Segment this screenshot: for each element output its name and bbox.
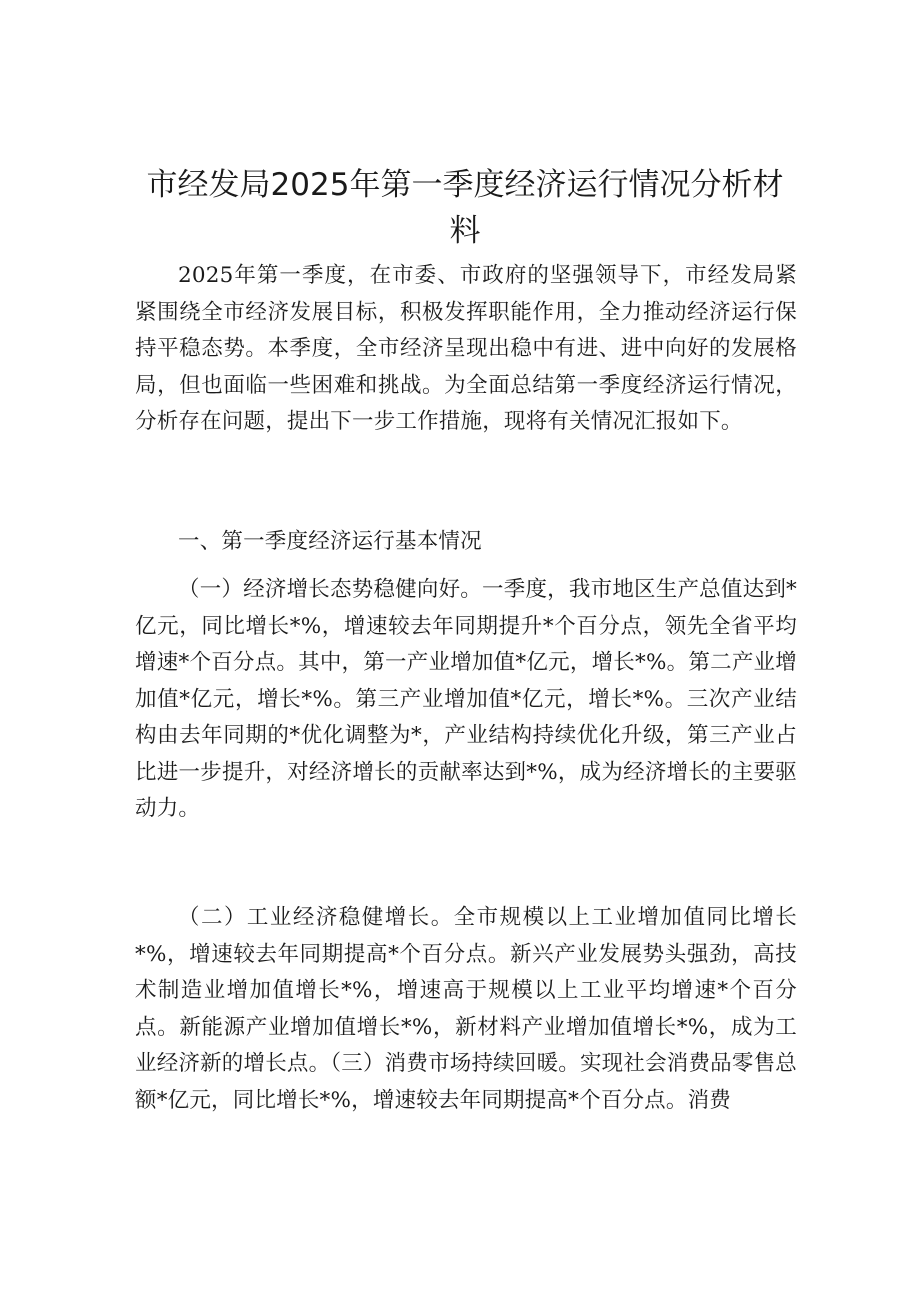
document-title: 市经发局2025年第一季度经济运行情况分析材料	[146, 167, 784, 249]
section-heading-1: 一、第一季度经济运行基本情况	[178, 529, 482, 554]
intro-paragraph: 2025年第一季度，在市委、市政府的坚强领导下，市经发局紧紧围绕全市经济发展目标，积极发挥职能作用，全力推动经济运行保持平稳态势。本季度，全市经济呈现出稳中有进、进中向好的发展格局，但也面临一些困难和挑战。为全面总结第一季度经济运行情况，分析存在问题，提出下一步工作措施，现将有关情况汇报如下。	[135, 263, 797, 434]
section-2-paragraph: （二）工业经济稳健增长。全市规模以上工业增加值同比增长*%，增速较去年同期提高*个百分点。新兴产业发展势头强劲，高技术制造业增加值增长*%，增速高于规模以上工业平均增速*个百分点。新能源产业增加值增长*%，新材料产业增加值增长*%，成为工业经济新的增长点。（三）消费市场持续回暖。实现社会消费品零售总额*亿元，同比增长*%，增速较去年同期提高*个百分点。消费	[135, 905, 797, 1113]
section-1-paragraph: （一）经济增长态势稳健向好。一季度，我市地区生产总值达到*亿元，同比增长*%，增速较去年同期提升*个百分点，领先全省平均增速*个百分点。其中，第一产业增加值*亿元，增长*%。第二产业增加值*亿元，增长*%。第三产业增加值*亿元，增长*%。三次产业结构由去年同期的*优化调整为*，产业结构持续优化升级，第三产业占比进一步提升，对经济增长的贡献率达到*%，成为经济增长的主要驱动力。	[135, 577, 797, 821]
